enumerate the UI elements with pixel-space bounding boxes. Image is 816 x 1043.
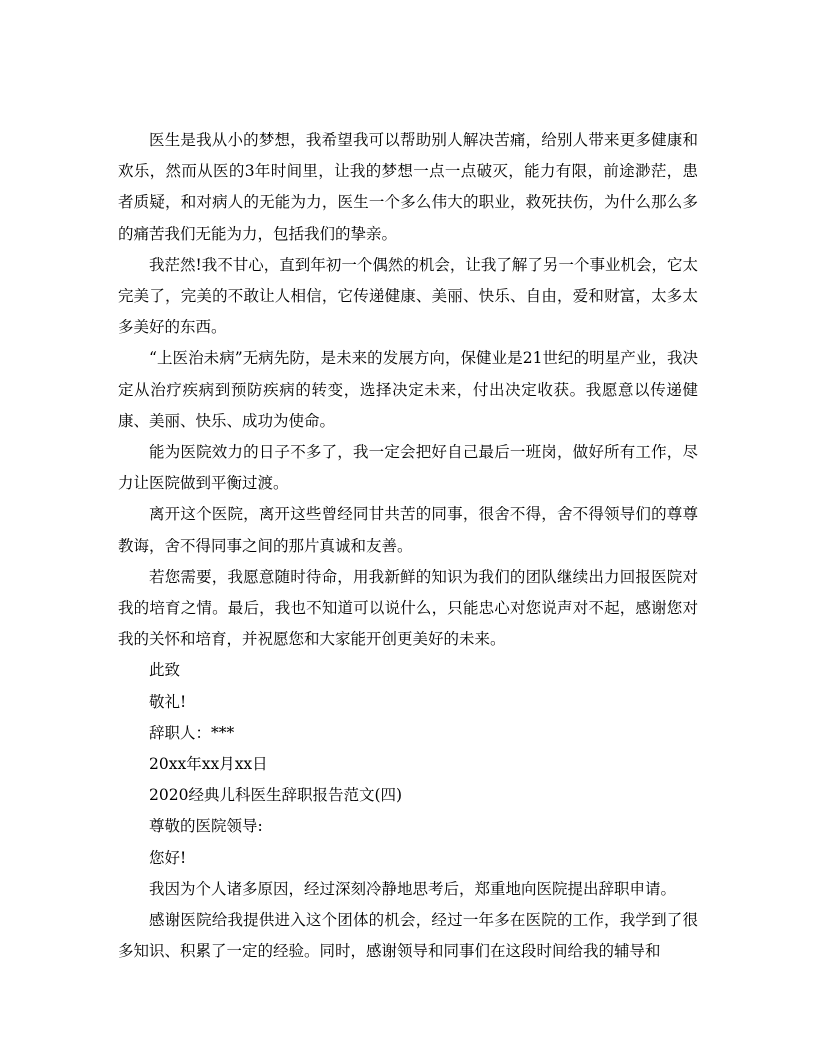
paragraph-colleagues: 离开这个医院，离开这些曾经同甘共苦的同事，很舍不得，舍不得领导们的尊尊教诲，舍不得同事之间的那片真诚和友善。 (118, 505, 698, 555)
paragraph-thanks: 感谢医院给我提供进入这个团体的机会，经过一年多在医院的工作，我学到了很多知识、积累了一定的经验。同时，感谢领导和同事们在这段时间给我的辅导和 (118, 911, 698, 961)
paragraph-opportunity: 我茫然!我不甘心，直到年初一个偶然的机会，让我了解了另一个事业机会，它太完美了，完美的不敢让人相信，它传递健康、美丽、快乐、自由，爱和财富，太多太多美好的东西。 (118, 255, 698, 337)
paragraph-gratitude: 若您需要，我愿意随时待命，用我新鲜的知识为我们的团队继续出力回报医院对我的培育之情。最后，我也不知道可以说什么，只能忠心对您说声对不起，感谢您对我的关怀和培育，并祝愿您和大家能开创更美好的未来。 (118, 567, 698, 649)
closing-line: 此致 (149, 661, 181, 680)
date-line: 20xx年xx月xx日 (149, 755, 268, 774)
section-title: 2020经典儿科医生辞职报告范文(四) (149, 786, 403, 805)
paragraph-resignation-reason: 我因为个人诸多原因，经过深刻冷静地思考后，郑重地向医院提出辞职申请。 (149, 879, 677, 898)
salute-line: 敬礼! (149, 692, 187, 711)
paragraph-last-duty: 能为医院效力的日子不多了，我一定会把好自己最后一班岗，做好所有工作，尽力让医院做到平衡过渡。 (118, 443, 698, 493)
paragraph-dream: 医生是我从小的梦想，我希望我可以帮助别人解决苦痛，给别人带来更多健康和欢乐，然而从医的3年时间里，让我的梦想一点一点破灭，能力有限，前途渺茫，患者质疑，和对病人的无能为力，医生一个多么伟大的职业，救死扶伤，为什么那么多的痛苦我们无能为力，包括我们的挚亲。 (118, 131, 698, 243)
paragraph-prevention: “上医治未病”无病先防，是未来的发展方向，保健业是21世纪的明星产业，我决定从治疗疾病到预防疾病的转变，选择决定未来，付出决定收获。我愿意以传递健康、美丽、快乐、成功为使命。 (118, 349, 698, 430)
greeting-line: 尊敬的医院领导: (149, 817, 263, 836)
document-page (118, 125, 698, 967)
signer-line: 辞职人：*** (149, 723, 235, 742)
hello-line: 您好! (149, 848, 187, 867)
